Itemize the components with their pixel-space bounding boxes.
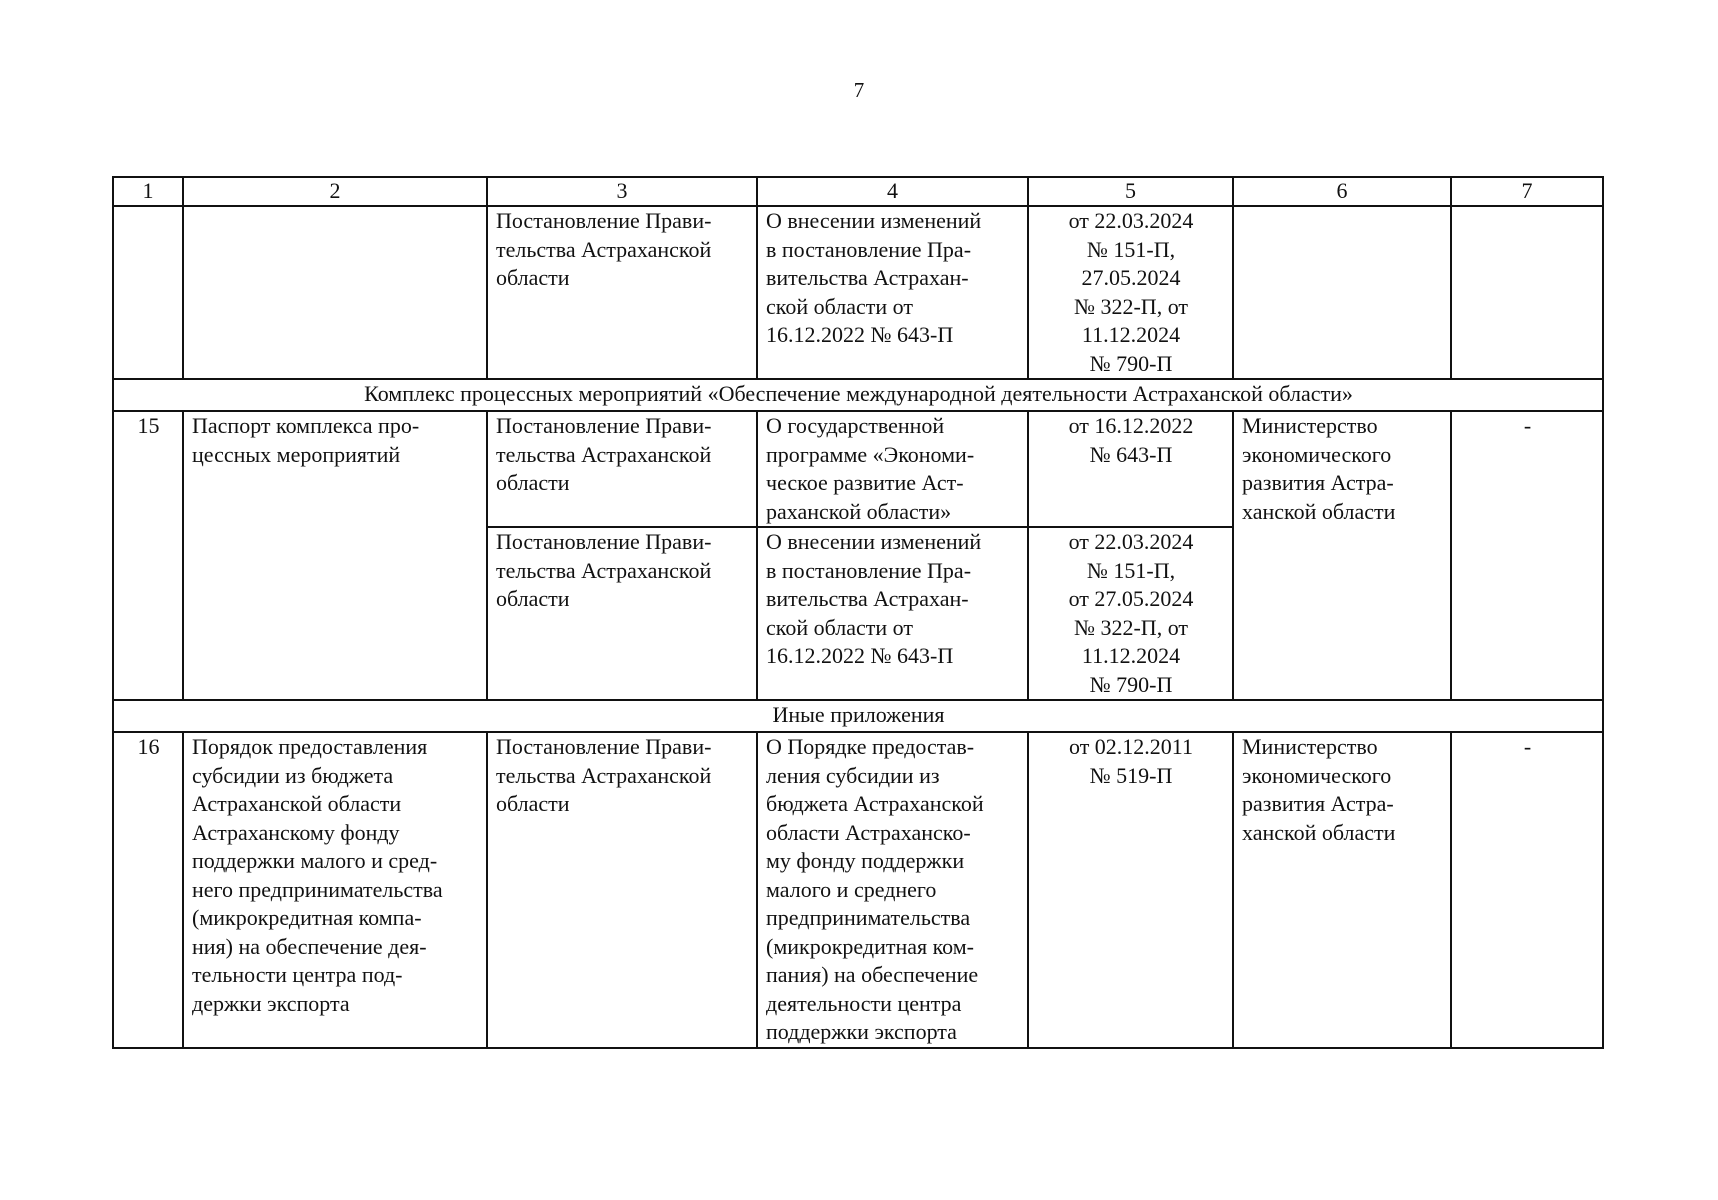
section-heading: Комплекс процессных мероприятий «Обеспечение международной деятельности Астраханской области» bbox=[113, 379, 1603, 411]
document-title-cell: О Порядке предостав- ления субсидии из бюджета Астраханской области Астраханско- му фонду поддержки малого и среднего предпринимательства (микрокредитная ком- пания) на обеспечение деятельности центра поддержки экспорта bbox=[757, 732, 1028, 1048]
row-number-cell: 16 bbox=[113, 732, 183, 1048]
document-title-cell: О внесении изменений в постановление Пра- вительства Астрахан- ской области от 16.12.2022 № 643-П bbox=[757, 206, 1028, 379]
column-header-2: 2 bbox=[183, 177, 487, 206]
note-cell: - bbox=[1451, 411, 1603, 700]
register-table bbox=[112, 176, 1604, 1049]
executor-cell bbox=[1233, 206, 1451, 379]
document-date-cell: от 22.03.2024 № 151-П, от 27.05.2024 № 322-П, от 11.12.2024 № 790-П bbox=[1028, 527, 1233, 700]
document-date-cell: от 16.12.2022 № 643-П bbox=[1028, 411, 1233, 527]
column-header-4: 4 bbox=[757, 177, 1028, 206]
column-header-3: 3 bbox=[487, 177, 757, 206]
note-cell bbox=[1451, 206, 1603, 379]
row-number-cell: 15 bbox=[113, 411, 183, 700]
column-header-1: 1 bbox=[113, 177, 183, 206]
table-row bbox=[113, 411, 1603, 527]
executor-cell: Министерство экономического развития Астра- ханской области bbox=[1233, 732, 1451, 1048]
column-header-7: 7 bbox=[1451, 177, 1603, 206]
section-row bbox=[113, 700, 1603, 732]
table-row bbox=[113, 732, 1603, 1048]
document-type-cell: Постановление Прави- тельства Астраханской области bbox=[487, 206, 757, 379]
document-type-cell: Постановление Прави- тельства Астраханской области bbox=[487, 411, 757, 527]
section-heading: Иные приложения bbox=[113, 700, 1603, 732]
page-number: 7 bbox=[853, 78, 865, 102]
column-header-5: 5 bbox=[1028, 177, 1233, 206]
document-name-cell: Паспорт комплекса про- цессных мероприятий bbox=[183, 411, 487, 700]
column-number-row bbox=[113, 177, 1603, 206]
section-row bbox=[113, 379, 1603, 411]
document-date-cell: от 22.03.2024 № 151-П, 27.05.2024 № 322-П, от 11.12.2024 № 790-П bbox=[1028, 206, 1233, 379]
column-header-6: 6 bbox=[1233, 177, 1451, 206]
document-type-cell: Постановление Прави- тельства Астраханской области bbox=[487, 732, 757, 1048]
executor-cell: Министерство экономического развития Астра- ханской области bbox=[1233, 411, 1451, 700]
document-type-cell: Постановление Прави- тельства Астраханской области bbox=[487, 527, 757, 700]
note-cell: - bbox=[1451, 732, 1603, 1048]
table-row bbox=[113, 206, 1603, 379]
document-name-cell: Порядок предоставления субсидии из бюджета Астраханской области Астраханскому фонду поддержки малого и сред- него предпринимательства (микрокредитная компа- ния) на обеспечение дея- тельности центра под- держки экспорта bbox=[183, 732, 487, 1048]
document-name-cell bbox=[183, 206, 487, 379]
row-number-cell bbox=[113, 206, 183, 379]
document-title-cell: О внесении изменений в постановление Пра- вительства Астрахан- ской области от 16.12.2022 № 643-П bbox=[757, 527, 1028, 700]
document-date-cell: от 02.12.2011 № 519-П bbox=[1028, 732, 1233, 1048]
document-title-cell: О государственной программе «Экономи- ческое развитие Аст- раханской области» bbox=[757, 411, 1028, 527]
